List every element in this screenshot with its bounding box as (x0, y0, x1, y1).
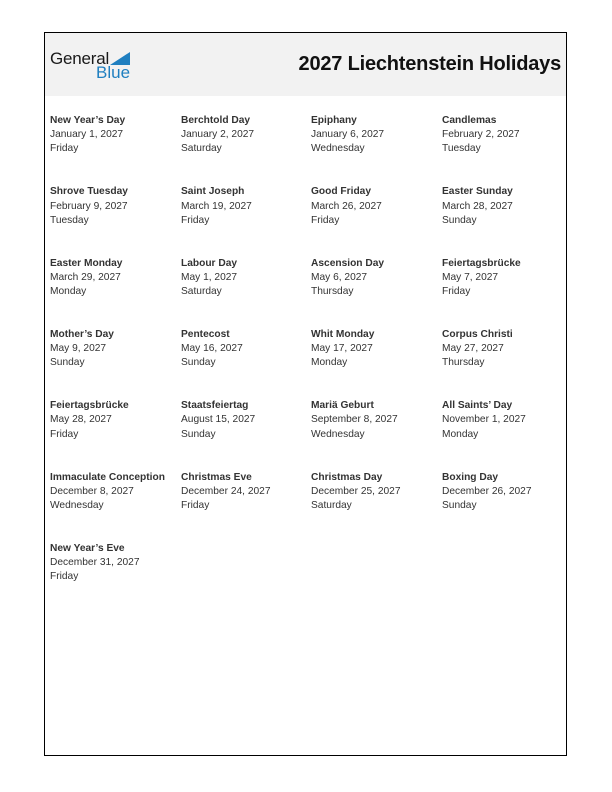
holiday-weekday: Tuesday (50, 214, 89, 226)
holiday-weekday: Sunday (442, 214, 477, 226)
holiday-date: March 26, 2027 (311, 200, 382, 212)
holiday-item (442, 399, 570, 442)
holiday-name: Christmas Eve (181, 471, 252, 483)
holiday-name: Saint Joseph (181, 186, 245, 198)
holiday-name: Feiertagsbrücke (50, 400, 129, 412)
holiday-item (50, 542, 178, 585)
holiday-name: Pentecost (181, 328, 230, 340)
holiday-date: March 19, 2027 (181, 200, 252, 212)
page-title: 2027 Liechtenstein Holidays (298, 53, 561, 75)
holiday-weekday: Friday (181, 499, 210, 511)
holiday-name: Whit Monday (311, 328, 375, 340)
holiday-weekday: Monday (311, 357, 348, 369)
holiday-item (311, 328, 439, 371)
holiday-date: September 8, 2027 (311, 414, 398, 426)
holiday-item (442, 471, 570, 514)
holiday-name: Labour Day (181, 257, 238, 269)
holiday-weekday: Monday (442, 428, 479, 440)
holiday-item (181, 257, 309, 300)
holiday-weekday: Wednesday (311, 428, 365, 440)
holiday-item (311, 185, 439, 228)
holiday-date: December 25, 2027 (311, 485, 401, 497)
holiday-item (181, 185, 309, 228)
holiday-item (50, 399, 178, 442)
holiday-item (311, 399, 439, 442)
holiday-name: Mariä Geburt (311, 400, 374, 412)
holiday-weekday: Friday (50, 143, 79, 155)
holiday-date: March 28, 2027 (442, 200, 513, 212)
holiday-item (181, 114, 309, 157)
holiday-date: May 27, 2027 (442, 343, 504, 355)
holiday-weekday: Sunday (50, 357, 85, 369)
holiday-date: January 2, 2027 (181, 129, 255, 141)
holiday-date: May 9, 2027 (50, 343, 107, 355)
holiday-date: December 26, 2027 (442, 485, 532, 497)
holiday-item (442, 114, 570, 157)
holiday-weekday: Friday (181, 214, 210, 226)
holiday-item (311, 114, 439, 157)
holiday-date: November 1, 2027 (442, 414, 526, 426)
holiday-name: Berchtold Day (181, 115, 251, 126)
holiday-weekday: Thursday (442, 357, 485, 369)
holiday-weekday: Tuesday (442, 143, 481, 155)
holiday-name: Boxing Day (442, 471, 499, 483)
holiday-weekday: Friday (50, 428, 79, 440)
holiday-date: December 24, 2027 (181, 485, 271, 497)
holiday-weekday: Saturday (311, 499, 352, 511)
holiday-item (50, 328, 178, 371)
holiday-weekday: Monday (50, 286, 87, 297)
holiday-name: Easter Sunday (442, 186, 513, 198)
holiday-date: August 15, 2027 (181, 414, 256, 426)
logo-text-blue: Blue (96, 63, 131, 82)
holiday-weekday: Saturday (181, 286, 222, 297)
holiday-date: May 17, 2027 (311, 343, 373, 355)
holiday-date: May 6, 2027 (311, 271, 368, 283)
header-band (45, 33, 566, 96)
generalblue-logo (50, 49, 140, 83)
holiday-name: New Year’s Day (50, 115, 126, 126)
holiday-date: January 6, 2027 (311, 129, 385, 141)
holiday-weekday: Thursday (311, 286, 354, 297)
holiday-name: Epiphany (311, 115, 357, 126)
holiday-item (311, 257, 439, 300)
holiday-name: Corpus Christi (442, 328, 513, 340)
holiday-item (181, 399, 309, 442)
holiday-date: December 8, 2027 (50, 485, 134, 497)
holiday-name: Candlemas (442, 115, 497, 126)
holiday-name: Christmas Day (311, 471, 383, 483)
holiday-name: Shrove Tuesday (50, 186, 128, 198)
holiday-item (181, 471, 309, 514)
holiday-weekday: Wednesday (50, 499, 104, 511)
holiday-item (442, 328, 570, 371)
holiday-weekday: Sunday (181, 357, 216, 369)
holiday-date: May 16, 2027 (181, 343, 243, 355)
holiday-item (50, 257, 178, 300)
holiday-weekday: Wednesday (311, 143, 365, 155)
holiday-date: March 29, 2027 (50, 271, 121, 283)
holiday-item (442, 257, 570, 300)
holiday-date: February 9, 2027 (50, 200, 128, 212)
holiday-weekday: Friday (311, 214, 340, 226)
logo-text-general: General (50, 49, 110, 68)
holiday-date: December 31, 2027 (50, 557, 140, 568)
holiday-name: Mother’s Day (50, 328, 114, 340)
holiday-name: Good Friday (311, 186, 371, 198)
holiday-name: Easter Monday (50, 257, 123, 269)
holiday-date: May 7, 2027 (442, 271, 499, 283)
holiday-name: Immaculate Conception (50, 471, 165, 483)
holiday-item (50, 185, 178, 228)
holiday-weekday: Friday (50, 571, 79, 583)
holiday-weekday: Sunday (181, 428, 216, 440)
holiday-date: May 28, 2027 (50, 414, 112, 426)
holiday-weekday: Sunday (442, 499, 477, 511)
holiday-name: Feiertagsbrücke (442, 257, 521, 269)
holiday-weekday: Saturday (181, 143, 222, 155)
holiday-item (50, 471, 178, 514)
holiday-item (311, 471, 439, 514)
holiday-name: All Saints’ Day (442, 400, 513, 412)
holiday-weekday: Friday (442, 286, 471, 297)
holiday-item (50, 114, 178, 157)
holiday-name: Staatsfeiertag (181, 400, 249, 412)
holiday-date: January 1, 2027 (50, 129, 124, 141)
holiday-item (181, 328, 309, 371)
holiday-item (442, 185, 570, 228)
calendar-page (44, 32, 567, 756)
holiday-name: Ascension Day (311, 257, 385, 269)
holiday-date: February 2, 2027 (442, 129, 520, 141)
holiday-date: May 1, 2027 (181, 271, 238, 283)
holiday-name: New Year’s Eve (50, 542, 125, 554)
